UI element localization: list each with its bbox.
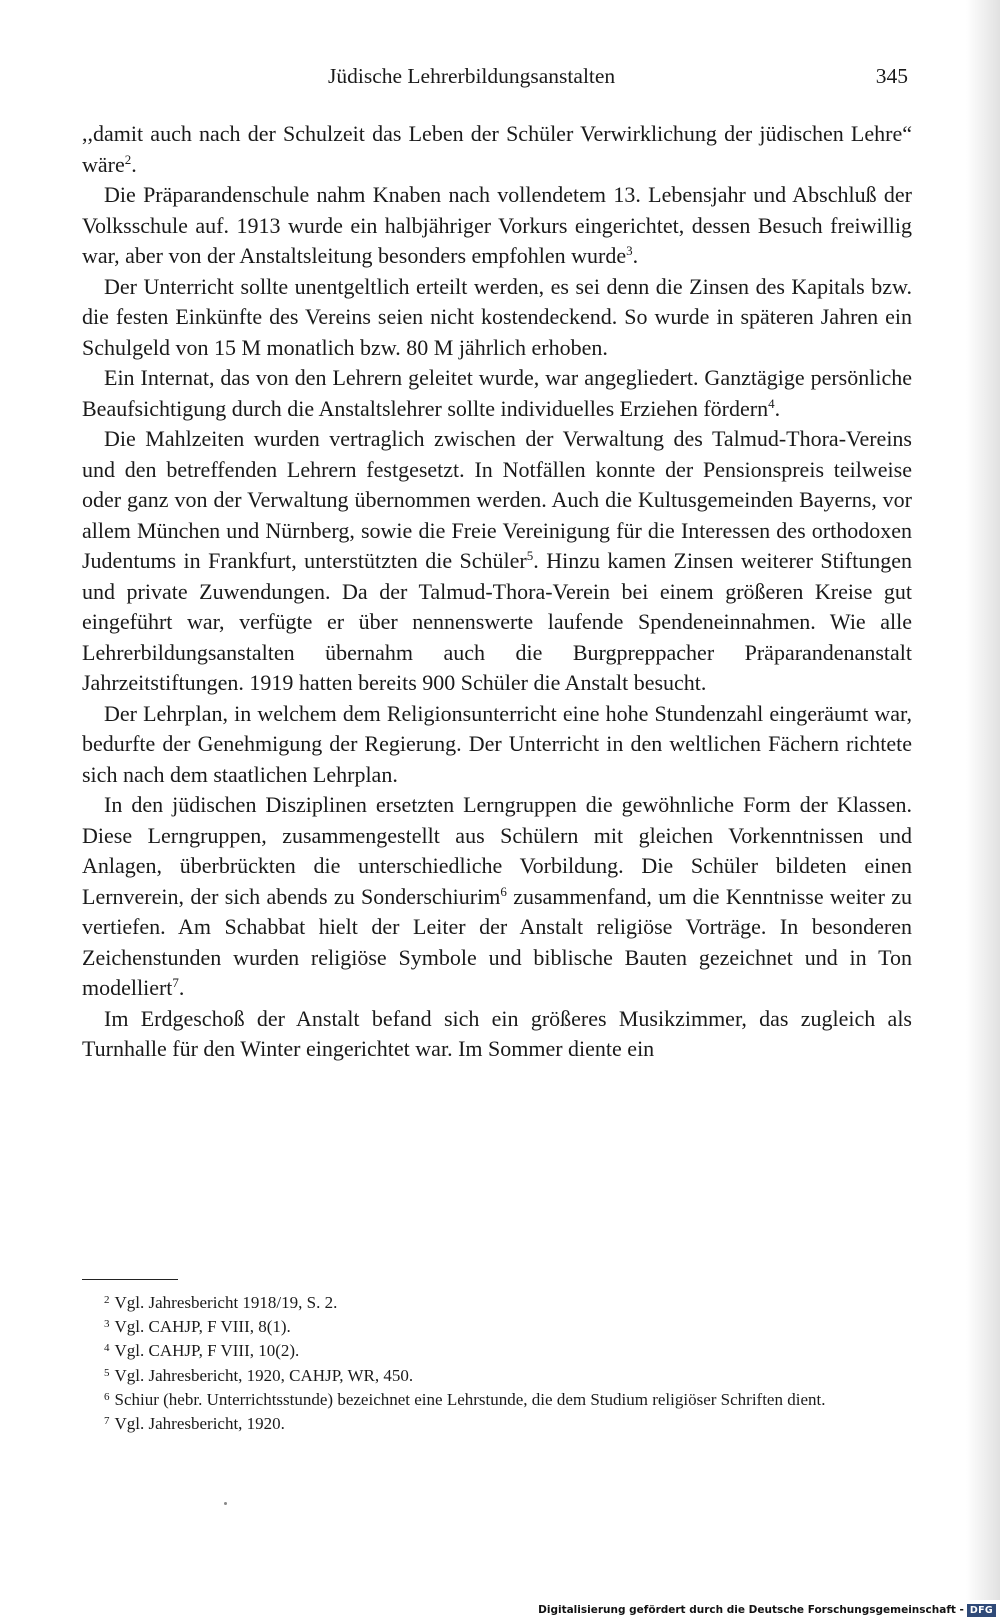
paragraph <box>82 1004 912 1065</box>
footnote-reference: 2 <box>124 151 132 167</box>
footnote-mark: 2 <box>104 1294 110 1306</box>
paragraph-text: zusammenfand, um die Kenntnisse weiter zu vertiefen. Am Schabbat hielt der Leiter der Anstalt religiöse Vorträge. In besonderen Zeichenstunden wurden religiöse Symbole und biblische Bauten gezeichnet und in Ton modelliert <box>82 883 912 1000</box>
running-header <box>328 64 908 94</box>
footnote <box>82 1291 912 1315</box>
paragraph <box>82 424 912 699</box>
footnote-mark: 3 <box>104 1318 110 1331</box>
paragraph-text: ,,damit auch nach der Schulzeit das Leben der Schüler Verwirklichung der jüdischen Lehre“ wäre <box>82 121 912 177</box>
footnote-text: Vgl. CAHJP, F VIII, 10(2). <box>114 1341 300 1361</box>
footnote-reference: 6 <box>500 883 507 899</box>
paragraph-text: . <box>774 395 781 421</box>
footnote-reference: 5 <box>526 548 534 563</box>
footnote-text: Vgl. CAHJP, F VIII, 8(1). <box>114 1317 291 1337</box>
header-title: Jüdische Lehrerbildungsanstalten <box>328 64 616 88</box>
paragraph-text: . <box>131 151 137 177</box>
footnote-reference: 3 <box>626 243 633 258</box>
paragraph-text: Der Lehrplan, in welchem dem Religionsunterricht eine hohe Stundenzahl eingeräumt war, bedurfte der Genehmigung der Regierung. Der Unterricht in den weltlichen Fächern richtete sich nach dem staatlichen Lehrplan. <box>82 700 912 787</box>
footnote-text: Vgl. Jahresbericht, 1920, CAHJP, WR, 450. <box>114 1365 414 1385</box>
footnote-text: Vgl. Jahresbericht, 1920. <box>114 1414 285 1434</box>
footnote-mark: 7 <box>104 1415 110 1428</box>
body-text <box>82 119 912 1065</box>
footnotes <box>82 1291 912 1436</box>
footnote <box>82 1388 912 1412</box>
paragraph-text: Der Unterricht sollte unentgeltlich erteilt werden, es sei denn die Zinsen des Kapitals bzw. die festen Einkünfte des Vereins seien nicht kostendeckend. So wurde in späteren Jahren ein Schulgeld von 15 M monatlich bzw. 80 M jährlich erhoben. <box>82 273 912 360</box>
paragraph-text: . <box>178 975 185 1000</box>
footnote-reference: 7 <box>172 975 179 990</box>
paragraph <box>82 699 912 791</box>
paragraph-text: Im Erdgeschoß der Anstalt befand sich ein größeres Musikzimmer, das zugleich als Turnhalle für den Winter eingerichtet war. Im Sommer diente ein <box>82 1005 912 1061</box>
footnote-reference: 4 <box>768 395 775 411</box>
footnote-separator <box>82 1279 178 1280</box>
page-number: 345 <box>875 64 908 88</box>
paragraph-text: Die Präparandenschule nahm Knaben nach vollendetem 13. Lebensjahr und Abschluß der Volksschule auf. 1913 wurde ein halbjähriger Vorkurs eingerichtet, dessen Besuch freiwillig war, aber von der Anstaltsleitung besonders empfohlen wurde <box>82 182 912 268</box>
footnote <box>82 1315 912 1339</box>
footnote-mark: 4 <box>104 1342 110 1355</box>
paragraph-text: . Hinzu kamen Zinsen weiterer Stiftungen und private Zuwendungen. Da der Talmud-Thora-Verein bei einem größeren Kreise gut eingeführt war, verfügte er über nennenswerte laufende Spendeneinnahmen. Wie alle Lehrerbildungsanstalten übernahm auch die Burgpreppacher Präparandenanstalt Jahrzeitstiftungen. 1919 hatten bereits 900 Schüler die Anstalt besucht. <box>82 548 912 695</box>
paragraph <box>82 790 912 1004</box>
binding-shadow <box>966 0 1000 1600</box>
credit-text: Digitalisierung gefördert durch die Deutsche Forschungsgemeinschaft - <box>538 1604 964 1616</box>
scan-speck <box>224 1502 227 1505</box>
footnote <box>82 1412 912 1436</box>
dfg-logo: DFG <box>967 1604 996 1617</box>
paragraph-text: Ein Internat, das von den Lehrern geleitet wurde, war angegliedert. Ganztägige persönliche Beaufsichtigung durch die Anstaltslehrer sollte individuelles Erziehen fördern <box>82 365 912 421</box>
paragraph <box>82 363 912 424</box>
footnote-text: Schiur (hebr. Unterrichtsstunde) bezeichnet eine Lehrstunde, die dem Studium religiöser Schriften dient. <box>114 1389 826 1409</box>
paragraph-text: . <box>632 243 639 268</box>
paragraph <box>82 272 912 364</box>
paragraph-text: In den jüdischen Disziplinen ersetzten Lerngruppen die gewöhnliche Form der Klassen. Diese Lerngruppen, zusammengestellt aus Schülern mit gleichen Vorkenntnissen und Anlagen, überbrückten die unterschiedliche Vorbildung. Die Schüler bildeten einen Lernverein, der sich abends zu Sonderschiurim <box>82 792 912 909</box>
footnote-mark: 6 <box>104 1390 110 1403</box>
digitization-credit <box>538 1601 996 1619</box>
paragraph <box>82 119 912 180</box>
paragraph <box>82 180 912 272</box>
footnote <box>82 1339 912 1363</box>
footnote-mark: 5 <box>104 1366 110 1379</box>
paragraph-text: Die Mahlzeiten wurden vertraglich zwischen der Verwaltung des Talmud-Thora-Vereins und den betreffenden Lehrern festgesetzt. In Notfällen konnte der Pensionspreis teilweise oder ganz von der Verwaltung übernommen werden. Auch die Kultusgemeinden Bayerns, vor allem München und Nürnberg, sowie die Freie Vereinigung für die Interessen des orthodoxen Judentums in Frankfurt, unterstützten die Schüler <box>82 426 912 573</box>
footnote <box>82 1364 912 1388</box>
footnote-text: Vgl. Jahresbericht 1918/19, S. 2. <box>114 1293 338 1312</box>
